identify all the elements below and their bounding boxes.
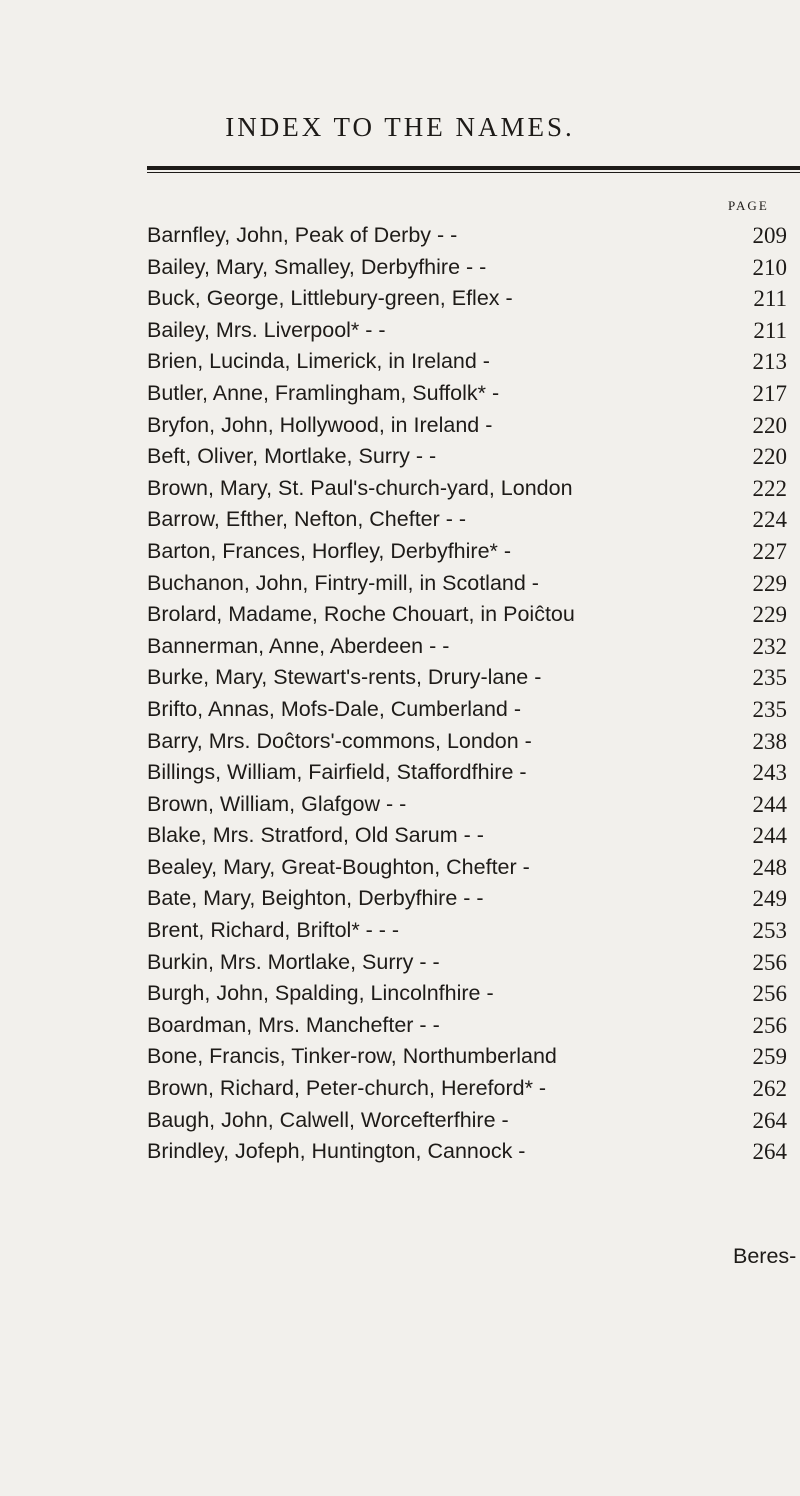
entry-name: Brifto, Annas, Mofs-Dale, Cumberland - bbox=[147, 696, 522, 721]
index-entry bbox=[147, 441, 797, 473]
index-entry bbox=[147, 1010, 797, 1042]
catchword: Beres- bbox=[733, 1244, 797, 1268]
index-entry bbox=[147, 252, 797, 284]
entry-name: Brown, Richard, Peter-church, Hereford* - bbox=[147, 1076, 547, 1101]
entry-page-number: 224 bbox=[752, 507, 787, 533]
index-entry bbox=[147, 820, 797, 852]
entry-name: Buck, George, Littlebury-green, Eflex - bbox=[147, 286, 513, 311]
entry-name: Baugh, John, Calwell, Worcefterfhire - bbox=[147, 1107, 509, 1132]
index-entry bbox=[147, 1105, 797, 1137]
entry-name: Bate, Mary, Beighton, Derbyfhire - - bbox=[147, 886, 484, 911]
entry-name: Brown, William, Glafgow - - bbox=[147, 791, 407, 816]
index-entry bbox=[147, 662, 797, 694]
entry-page-number: 256 bbox=[752, 981, 787, 1007]
index-entry bbox=[147, 568, 797, 600]
entry-name: Beft, Oliver, Mortlake, Surry - - bbox=[147, 444, 437, 469]
thin-rule bbox=[147, 172, 800, 173]
entry-name: Bailey, Mary, Smalley, Derbyfhire - - bbox=[147, 254, 487, 279]
index-entry bbox=[147, 1041, 797, 1073]
entry-page-number: 243 bbox=[752, 760, 787, 786]
entry-page-number: 253 bbox=[752, 918, 787, 944]
entry-page-number: 211 bbox=[753, 286, 787, 312]
entry-name: Bone, Francis, Tinker-row, Northumberland bbox=[147, 1044, 557, 1069]
entry-name: Brent, Richard, Briftol* - - - bbox=[147, 918, 400, 943]
entry-page-number: 209 bbox=[752, 223, 787, 248]
entry-name: Buchanon, John, Fintry-mill, in Scotland - bbox=[147, 570, 539, 595]
entry-page-number: 262 bbox=[752, 1076, 787, 1102]
entry-page-number: 220 bbox=[752, 412, 787, 438]
entry-name: Blake, Mrs. Stratford, Old Sarum - - bbox=[147, 823, 484, 848]
entry-name: Barry, Mrs. Doĉtors'-commons, London - bbox=[147, 728, 532, 753]
entry-name: Burgh, John, Spalding, Lincolnfhire - bbox=[147, 981, 494, 1006]
entry-page-number: 211 bbox=[753, 317, 787, 343]
index-entry bbox=[147, 789, 797, 821]
entry-page-number: 220 bbox=[752, 444, 787, 470]
index-entry bbox=[147, 726, 797, 758]
entry-page-number: 264 bbox=[752, 1107, 787, 1133]
index-entry bbox=[147, 757, 797, 789]
entry-name: Brindley, Jofeph, Huntington, Cannock - bbox=[147, 1139, 526, 1164]
entry-page-number: 259 bbox=[752, 1044, 787, 1070]
index-entry bbox=[147, 915, 797, 947]
index-entry bbox=[147, 852, 797, 884]
index-entry bbox=[147, 315, 797, 347]
entry-name: Bryfon, John, Hollywood, in Ireland - bbox=[147, 412, 493, 437]
entry-page-number: 222 bbox=[752, 475, 787, 501]
index-entry bbox=[147, 694, 797, 726]
entry-name: Boardman, Mrs. Manchefter - - bbox=[147, 1012, 440, 1037]
entry-page-number: 217 bbox=[752, 380, 787, 406]
entry-page-number: 256 bbox=[752, 1012, 787, 1038]
index-entry bbox=[147, 1073, 797, 1105]
entry-page-number: 235 bbox=[752, 665, 787, 691]
entry-page-number: 229 bbox=[752, 602, 787, 628]
entry-name: Butler, Anne, Framlingham, Suffolk* - bbox=[147, 380, 500, 405]
entry-page-number: 232 bbox=[752, 633, 787, 659]
index-entry bbox=[147, 346, 797, 378]
index-entry bbox=[147, 378, 797, 410]
entry-name: Billings, William, Fairfield, Staffordfhire - bbox=[147, 760, 527, 785]
entry-page-number: 213 bbox=[752, 349, 787, 375]
index-entry bbox=[147, 1136, 797, 1168]
index-entry bbox=[147, 220, 797, 252]
index-entry bbox=[147, 504, 797, 536]
page-title: INDEX TO THE NAMES. bbox=[225, 112, 575, 142]
entry-name: Barrow, Efther, Nefton, Chefter - - bbox=[147, 507, 467, 532]
index-entry-list bbox=[147, 220, 797, 1168]
entry-name: Burkin, Mrs. Mortlake, Surry - - bbox=[147, 949, 440, 974]
entry-name: Barnfley, John, Peak of Derby - - bbox=[147, 223, 458, 247]
entry-name: Bealey, Mary, Great-Boughton, Chefter - bbox=[147, 854, 530, 879]
entry-page-number: 238 bbox=[752, 728, 787, 754]
index-entry bbox=[147, 883, 797, 915]
entry-name: Brien, Lucinda, Limerick, in Ireland - bbox=[147, 349, 490, 374]
entry-page-number: 256 bbox=[752, 949, 787, 975]
entry-page-number: 244 bbox=[752, 823, 787, 849]
entry-name: Brown, Mary, St. Paul's-church-yard, London bbox=[147, 475, 573, 500]
index-entry bbox=[147, 947, 797, 979]
index-entry bbox=[147, 410, 797, 442]
entry-page-number: 229 bbox=[752, 570, 787, 596]
index-entry bbox=[147, 536, 797, 568]
entry-name: Brolard, Madame, Roche Chouart, in Poiĉtou bbox=[147, 602, 575, 627]
entry-name: Barton, Frances, Horfley, Derbyfhire* - bbox=[147, 538, 512, 563]
index-entry bbox=[147, 631, 797, 663]
heavy-rule bbox=[147, 166, 800, 170]
entry-name: Bannerman, Anne, Aberdeen - - bbox=[147, 633, 450, 658]
entry-name: Bailey, Mrs. Liverpool* - - bbox=[147, 317, 386, 342]
entry-page-number: 248 bbox=[752, 854, 787, 880]
entry-page-number: 235 bbox=[752, 696, 787, 722]
page-column-heading: PAGE bbox=[728, 198, 769, 213]
index-entry bbox=[147, 473, 797, 505]
index-entry bbox=[147, 978, 797, 1010]
entry-page-number: 249 bbox=[752, 886, 787, 912]
entry-page-number: 227 bbox=[752, 538, 787, 564]
index-entry bbox=[147, 283, 797, 315]
entry-page-number: 264 bbox=[752, 1139, 787, 1165]
index-entry bbox=[147, 599, 797, 631]
entry-page-number: 210 bbox=[752, 254, 787, 280]
entry-page-number: 244 bbox=[752, 791, 787, 817]
entry-name: Burke, Mary, Stewart's-rents, Drury-lane - bbox=[147, 665, 542, 690]
